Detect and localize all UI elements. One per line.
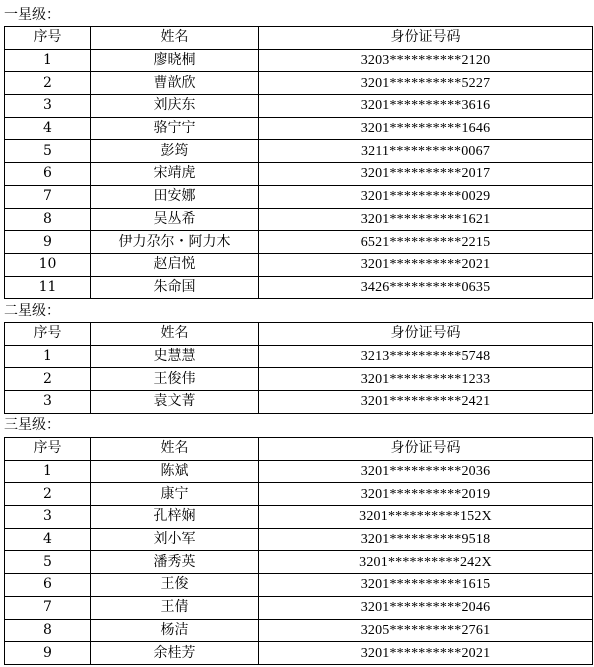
id-number: 3201**********242X: [259, 551, 593, 574]
table-row: [5, 506, 593, 529]
table-row: [5, 208, 593, 231]
person-name: 陈斌: [91, 460, 259, 483]
header-no: 序号: [5, 27, 91, 50]
table-header-row: [5, 323, 593, 346]
table-row: [5, 460, 593, 483]
row-number: 4: [5, 117, 91, 140]
person-name: 刘小军: [91, 528, 259, 551]
id-number: 3213**********5748: [259, 345, 593, 368]
row-number: 1: [5, 345, 91, 368]
person-name: 孔梓娴: [91, 506, 259, 529]
id-number: 3201**********1646: [259, 117, 593, 140]
header-name: 姓名: [91, 323, 259, 346]
row-number: 2: [5, 72, 91, 95]
row-number: 5: [5, 551, 91, 574]
person-name: 朱命国: [91, 276, 259, 299]
row-number: 9: [5, 231, 91, 254]
row-number: 9: [5, 642, 91, 665]
id-number: 3201**********1621: [259, 208, 593, 231]
row-number: 3: [5, 506, 91, 529]
two-star-table-body: [5, 323, 593, 414]
table-row: [5, 117, 593, 140]
table-header-row: [5, 438, 593, 461]
person-name: 王俊: [91, 574, 259, 597]
person-name: 田安娜: [91, 185, 259, 208]
table-row: [5, 596, 593, 619]
header-no: 序号: [5, 438, 91, 461]
person-name: 曹歆欣: [91, 72, 259, 95]
table-header-row: [5, 27, 593, 50]
id-number: 3201**********2019: [259, 483, 593, 506]
id-number: 3201**********5227: [259, 72, 593, 95]
person-name: 袁文菁: [91, 391, 259, 414]
id-number: 3201**********2421: [259, 391, 593, 414]
table-row: [5, 642, 593, 665]
section-title-two-star: 二星级：: [4, 303, 60, 319]
three-star-table: [4, 437, 593, 665]
person-name: 彭筠: [91, 140, 259, 163]
row-number: 3: [5, 95, 91, 118]
table-row: [5, 231, 593, 254]
id-number: 3201**********1233: [259, 368, 593, 391]
three-star-table-body: [5, 438, 593, 665]
row-number: 8: [5, 619, 91, 642]
table-row: [5, 391, 593, 414]
table-row: [5, 253, 593, 276]
id-number: 3201**********2017: [259, 163, 593, 186]
person-name: 刘庆东: [91, 95, 259, 118]
row-number: 10: [5, 253, 91, 276]
row-number: 7: [5, 596, 91, 619]
row-number: 4: [5, 528, 91, 551]
table-row: [5, 163, 593, 186]
person-name: 骆宁宁: [91, 117, 259, 140]
person-name: 王倩: [91, 596, 259, 619]
person-name: 吴丛希: [91, 208, 259, 231]
person-name: 廖晓桐: [91, 49, 259, 72]
table-row: [5, 483, 593, 506]
id-number: 3201**********1615: [259, 574, 593, 597]
table-row: [5, 140, 593, 163]
id-number: 3201**********152X: [259, 506, 593, 529]
table-row: [5, 276, 593, 299]
one-star-table-body: [5, 27, 593, 299]
row-number: 5: [5, 140, 91, 163]
table-row: [5, 49, 593, 72]
person-name: 潘秀英: [91, 551, 259, 574]
header-name: 姓名: [91, 27, 259, 50]
table-row: [5, 551, 593, 574]
section-title-three-star: 三星级：: [4, 417, 60, 433]
table-row: [5, 619, 593, 642]
one-star-table: [4, 26, 593, 299]
id-number: 3201**********3616: [259, 95, 593, 118]
id-number: 3201**********9518: [259, 528, 593, 551]
row-number: 2: [5, 368, 91, 391]
row-number: 3: [5, 391, 91, 414]
row-number: 1: [5, 49, 91, 72]
header-id: 身份证号码: [259, 323, 593, 346]
row-number: 7: [5, 185, 91, 208]
table-row: [5, 345, 593, 368]
person-name: 赵启悦: [91, 253, 259, 276]
table-row: [5, 528, 593, 551]
row-number: 2: [5, 483, 91, 506]
table-row: [5, 95, 593, 118]
table-row: [5, 368, 593, 391]
two-star-table: [4, 322, 593, 414]
id-number: 3211**********0067: [259, 140, 593, 163]
header-name: 姓名: [91, 438, 259, 461]
row-number: 11: [5, 276, 91, 299]
table-row: [5, 574, 593, 597]
section-title-one-star: 一星级：: [4, 7, 60, 23]
header-id: 身份证号码: [259, 438, 593, 461]
person-name: 杨洁: [91, 619, 259, 642]
id-number: 3201**********0029: [259, 185, 593, 208]
id-number: 3201**********2046: [259, 596, 593, 619]
row-number: 6: [5, 574, 91, 597]
person-name: 王俊伟: [91, 368, 259, 391]
row-number: 8: [5, 208, 91, 231]
person-name: 宋靖虎: [91, 163, 259, 186]
id-number: 3201**********2036: [259, 460, 593, 483]
row-number: 1: [5, 460, 91, 483]
person-name: 康宁: [91, 483, 259, 506]
person-name: 伊力尕尔・阿力木: [91, 231, 259, 254]
header-id: 身份证号码: [259, 27, 593, 50]
row-number: 6: [5, 163, 91, 186]
id-number: 3205**********2761: [259, 619, 593, 642]
id-number: 3426**********0635: [259, 276, 593, 299]
table-row: [5, 185, 593, 208]
id-number: 6521**********2215: [259, 231, 593, 254]
id-number: 3201**********2021: [259, 253, 593, 276]
id-number: 3201**********2021: [259, 642, 593, 665]
person-name: 余桂芳: [91, 642, 259, 665]
person-name: 史慧慧: [91, 345, 259, 368]
table-row: [5, 72, 593, 95]
header-no: 序号: [5, 323, 91, 346]
id-number: 3203**********2120: [259, 49, 593, 72]
